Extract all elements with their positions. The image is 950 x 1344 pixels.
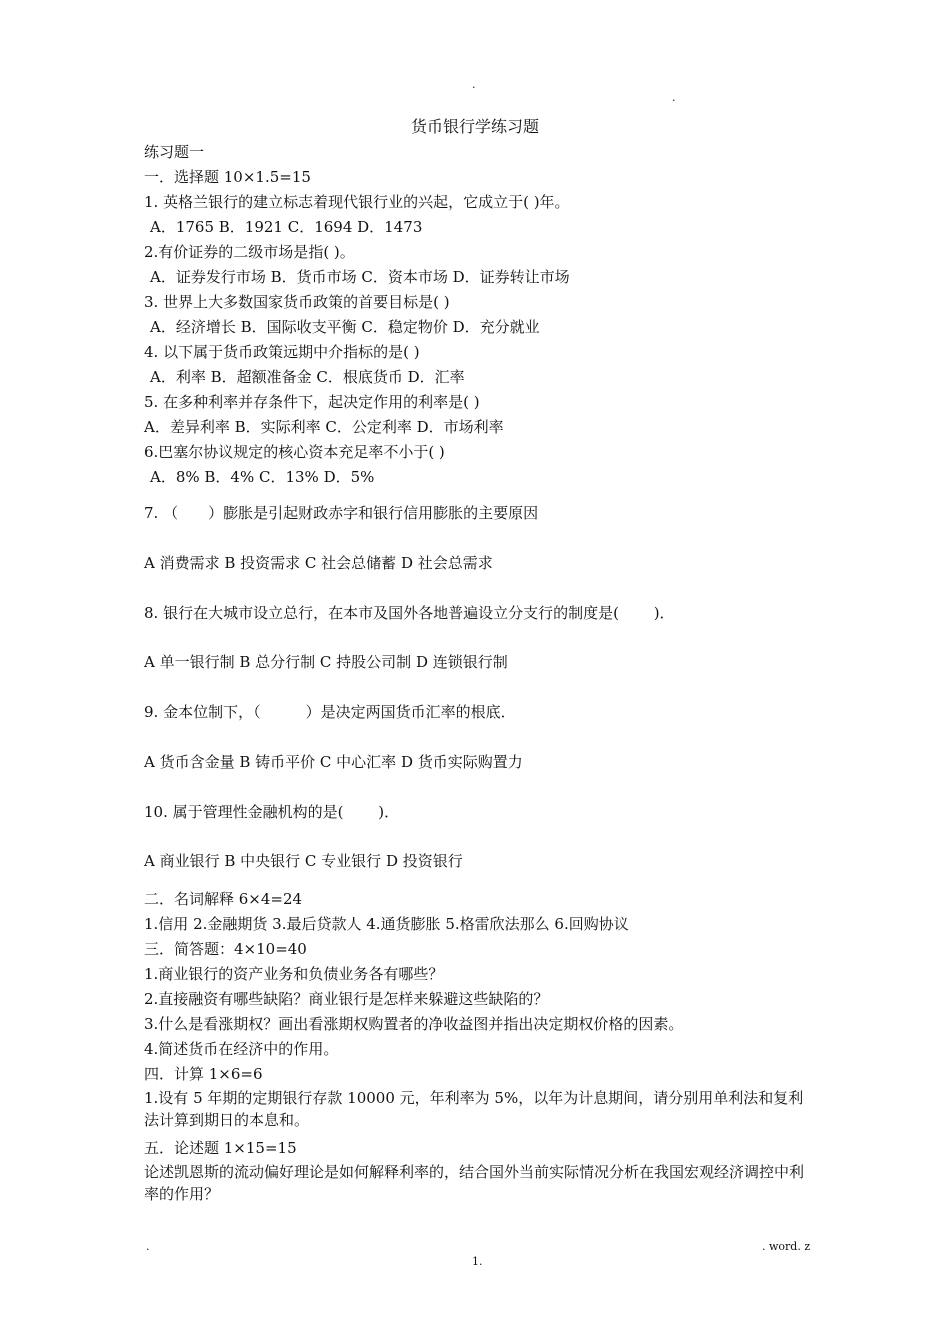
question-3: 3. 世界上大多数国家货币政策的首要目标是( ) xyxy=(144,293,450,311)
question-3-options: A．经济增长 B．国际收支平衡 C．稳定物价 D．充分就业 xyxy=(150,318,540,336)
section-terms-heading: 二．名词解释 6×4=24 xyxy=(144,890,303,908)
short-answer-4: 4.简述货币在经济中的作用。 xyxy=(144,1040,339,1058)
question-5: 5. 在多种利率并存条件下，起决定作用的利率是( ) xyxy=(144,393,480,411)
short-answer-1: 1.商业银行的资产业务和负债业务各有哪些？ xyxy=(144,965,444,983)
question-8-options: A 单一银行制 B 总分行制 C 持股公司制 D 连锁银行制 xyxy=(144,653,508,671)
question-5-options: A．差异利率 B．实际利率 C．公定利率 D．市场利率 xyxy=(144,418,504,436)
question-7: 7. （ ）膨胀是引起财政赤字和银行信用膨胀的主要原因 xyxy=(144,504,539,522)
section-calc-heading: 四．计算 1×6=6 xyxy=(144,1065,263,1083)
section-short-answer-heading: 三．简答题：4×10=40 xyxy=(144,940,307,958)
short-answer-3: 3.什么是看涨期权？画出看涨期权购置者的净收益图并指出决定期权价格的因素。 xyxy=(144,1015,684,1033)
question-2-options: A．证券发行市场 B．货币市场 C．资本市场 D．证券转让市场 xyxy=(150,268,570,286)
essay-question: 论述凯恩斯的流动偏好理论是如何解释利率的，结合国外当前实际情况分析在我国宏观经济调控中利率的作用？ xyxy=(144,1163,805,1203)
section-choice-heading: 一．选择题 10×1.5=15 xyxy=(144,168,311,186)
question-10-options: A 商业银行 B 中央银行 C 专业银行 D 投资银行 xyxy=(144,852,463,870)
question-1: 1. 英格兰银行的建立标志着现代银行业的兴起，它成立于( )年。 xyxy=(144,193,570,211)
question-6-options: A．8% B．4% C．13% D．5% xyxy=(150,468,375,486)
question-2: 2.有价证券的二级市场是指( )。 xyxy=(144,243,355,261)
header-dot-left: . xyxy=(472,78,476,91)
short-answer-2: 2.直接融资有哪些缺陷？商业银行是怎样来躲避这些缺陷的？ xyxy=(144,990,549,1008)
footer-right-text: . word. z xyxy=(762,1240,811,1253)
question-6: 6.巴塞尔协议规定的核心资本充足率不小于( ) xyxy=(144,443,445,461)
question-10: 10. 属于管理性金融机构的是( )． xyxy=(144,803,400,821)
page-number: 1. xyxy=(472,1255,483,1268)
question-9: 9. 金本位制下，（ ）是决定两国货币汇率的根底． xyxy=(144,703,516,721)
document-title: 货币银行学练习题 xyxy=(410,117,539,136)
question-9-options: A 货币含金量 B 铸币平价 C 中心汇率 D 货币实际购置力 xyxy=(144,753,523,771)
header-dot-right: . xyxy=(672,91,676,104)
section-essay-heading: 五．论述题 1×15=15 xyxy=(144,1139,297,1157)
question-4: 4. 以下属于货币政策远期中介指标的是( ) xyxy=(144,343,420,361)
question-8: 8. 银行在大城市设立总行，在本市及国外各地普遍设立分支行的制度是( )． xyxy=(144,604,675,622)
exercise-heading: 练习题一 xyxy=(144,143,205,161)
terms-list: 1.信用 2.金融期货 3.最后贷款人 4.通货膨胀 5.格雷欣法那么 6.回购协议 xyxy=(144,915,629,933)
question-4-options: A．利率 B．超额准备金 C．根底货币 D．汇率 xyxy=(150,368,465,386)
calc-question: 1.设有 5 年期的定期银行存款 10000 元，年利率为 5%，以年为计息期间，请分别用单利法和复利法计算到期日的本息和。 xyxy=(144,1089,804,1129)
question-1-options: A．1765 B．1921 C．1694 D．1473 xyxy=(150,218,423,236)
question-7-options: A 消费需求 B 投资需求 C 社会总储蓄 D 社会总需求 xyxy=(144,554,493,572)
footer-left-dot: . xyxy=(146,1240,150,1253)
